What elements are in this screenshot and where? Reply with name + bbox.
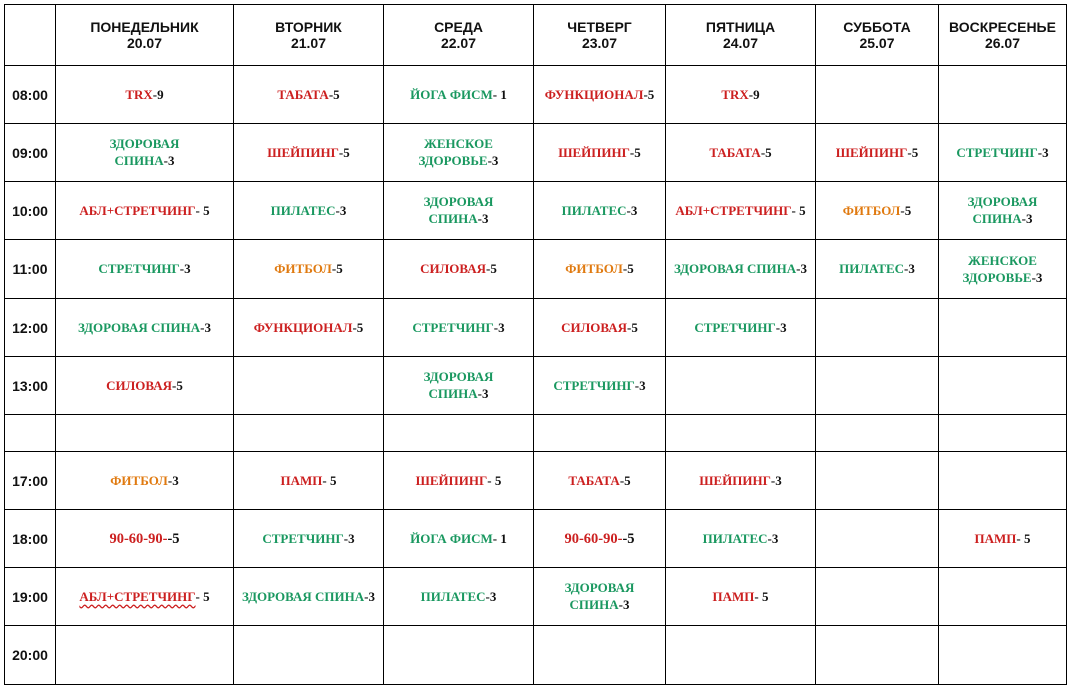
schedule-cell — [534, 415, 666, 452]
class-entry — [703, 530, 779, 547]
schedule-cell — [666, 357, 816, 415]
class-entry — [836, 144, 919, 161]
schedule-cell — [666, 415, 816, 452]
class-count: -5 — [629, 144, 641, 160]
class-name: ЗДОРОВАЯ СПИНА — [78, 319, 201, 335]
class-name: ФУНКЦИОНАЛ — [544, 86, 644, 102]
schedule-row — [5, 626, 1067, 685]
class-count: -5 — [900, 202, 912, 218]
class-name: СТРЕТЧИНГ — [262, 530, 344, 546]
class-count: -3 — [477, 386, 489, 401]
class-entry — [79, 588, 209, 605]
class-name: АБЛ+СТРЕТЧИНГ — [79, 588, 196, 604]
day-name: ПОНЕДЕЛЬНИК — [90, 19, 199, 35]
class-count: - 5 — [487, 472, 502, 488]
schedule-cell — [816, 452, 939, 510]
class-count: -5 — [338, 144, 350, 160]
schedule-row — [5, 415, 1067, 452]
schedule-cell — [56, 66, 234, 124]
schedule-cell — [534, 626, 666, 685]
class-entry — [713, 588, 769, 605]
schedule-cell — [384, 357, 534, 415]
class-count: -3 — [335, 202, 347, 218]
schedule-cell — [939, 299, 1067, 357]
class-count: -5 — [760, 144, 772, 160]
schedule-cell — [534, 510, 666, 568]
class-count: -5 — [172, 377, 183, 393]
class-count: -3 — [767, 530, 779, 546]
class-name: ЗДОРОВАЯ СПИНА — [423, 194, 494, 226]
class-entry — [568, 472, 630, 489]
schedule-cell — [234, 357, 384, 415]
class-entry — [843, 202, 911, 219]
class-entry — [694, 319, 786, 336]
class-count: -5 — [622, 261, 634, 276]
day-date: 20.07 — [126, 35, 163, 51]
class-count: -5 — [328, 86, 340, 102]
schedule-cell — [939, 568, 1067, 626]
schedule-cell — [56, 626, 234, 685]
day-header — [534, 5, 666, 66]
class-name: ЗДОРОВАЯ СПИНА — [674, 261, 797, 276]
class-count: -5 — [627, 319, 638, 335]
class-name: СТРЕТЧИНГ — [98, 261, 180, 276]
class-count: -5 — [352, 319, 364, 335]
schedule-cell — [56, 357, 234, 415]
schedule-cell — [816, 240, 939, 299]
corner-cell — [5, 5, 56, 66]
class-name: ЗДОРОВАЯ СПИНА — [967, 194, 1038, 226]
class-entry — [271, 202, 347, 219]
class-entry — [674, 260, 807, 277]
class-name: ПИЛАТЕС — [561, 202, 627, 218]
class-count: -5 — [643, 86, 655, 102]
schedule-cell — [56, 240, 234, 299]
class-name: 90-60-90- — [109, 530, 168, 547]
class-name: ТАБАТА — [568, 472, 620, 488]
class-name: 90-60-90- — [564, 530, 623, 547]
class-count: -3 — [626, 202, 638, 218]
class-entry — [106, 377, 183, 394]
day-name: ВОСКРЕСЕНЬЕ — [949, 19, 1056, 35]
schedule-cell — [666, 626, 816, 685]
class-entry — [699, 472, 782, 489]
class-entry — [79, 202, 209, 219]
class-name: АБЛ+СТРЕТЧИНГ — [79, 202, 196, 218]
schedule-cell — [384, 510, 534, 568]
class-name: СТРЕТЧИНГ — [956, 144, 1038, 160]
schedule-row — [5, 240, 1067, 299]
class-entry — [424, 193, 494, 227]
schedule-cell — [534, 568, 666, 626]
class-entry — [277, 86, 339, 103]
class-name: ЖЕНСКОЕ ЗДОРОВЬЕ — [418, 136, 493, 168]
day-name: ПЯТНИЦА — [705, 19, 776, 35]
class-entry — [281, 472, 337, 489]
class-entry — [410, 86, 507, 103]
schedule-cell — [666, 452, 816, 510]
class-name: ЗДОРОВАЯ СПИНА — [423, 369, 494, 401]
day-header — [816, 5, 939, 66]
day-header — [56, 5, 234, 66]
class-entry — [125, 86, 163, 103]
schedule-cell — [56, 182, 234, 240]
schedule-cell — [384, 452, 534, 510]
class-count: -9 — [152, 86, 164, 102]
class-count: -3 — [485, 588, 497, 604]
class-count: - 5 — [754, 588, 769, 604]
day-name: ЧЕТВЕРГ — [567, 19, 632, 35]
class-count: -3 — [167, 472, 179, 488]
schedule-cell — [56, 510, 234, 568]
schedule-cell — [816, 299, 939, 357]
schedule-cell — [816, 510, 939, 568]
class-entry — [839, 260, 915, 277]
schedule-cell — [384, 568, 534, 626]
schedule-cell — [234, 510, 384, 568]
day-header — [384, 5, 534, 66]
class-name: ФУНКЦИОНАЛ — [253, 319, 353, 335]
schedule-cell — [384, 124, 534, 182]
class-entry — [424, 368, 494, 402]
day-name: СУББОТА — [843, 19, 911, 35]
day-date: 25.07 — [859, 35, 895, 51]
schedule-cell — [234, 240, 384, 299]
class-entry — [975, 530, 1031, 547]
class-count: -5 — [167, 530, 180, 547]
schedule-body — [5, 66, 1067, 685]
class-count: - 5 — [791, 202, 806, 218]
class-count: -3 — [1037, 144, 1049, 160]
schedule-cell — [534, 299, 666, 357]
class-count: -3 — [179, 261, 191, 276]
class-name: ФИТБОЛ — [274, 261, 332, 276]
day-header — [666, 5, 816, 66]
class-name: ЗДОРОВАЯ СПИНА — [242, 588, 365, 604]
time-cell: 18:00 — [5, 510, 56, 568]
class-count: -5 — [622, 530, 635, 547]
schedule-cell — [816, 124, 939, 182]
class-count: -3 — [775, 319, 787, 335]
class-name: СИЛОВАЯ — [420, 261, 487, 276]
class-name: ЙОГА ФИСМ — [410, 86, 493, 102]
day-header — [939, 5, 1067, 66]
class-entry — [562, 202, 638, 219]
schedule-cell — [384, 415, 534, 452]
class-entry — [558, 144, 641, 161]
schedule-cell — [816, 182, 939, 240]
class-count: -3 — [1031, 269, 1043, 285]
class-name: ФИТБОЛ — [565, 261, 623, 276]
class-name: СИЛОВАЯ — [561, 319, 628, 335]
schedule-cell — [816, 66, 939, 124]
day-date: 24.07 — [722, 35, 759, 51]
schedule-cell — [939, 66, 1067, 124]
day-date: 26.07 — [984, 35, 1021, 51]
schedule-cell — [234, 626, 384, 685]
class-entry — [963, 252, 1043, 286]
day-name: ВТОРНИК — [275, 19, 342, 35]
class-name: ШЕЙПИНГ — [699, 472, 771, 488]
class-name: ПИЛАТЕС — [420, 588, 486, 604]
class-entry — [968, 193, 1038, 227]
schedule-cell — [234, 452, 384, 510]
class-count: - 5 — [322, 472, 337, 488]
schedule-row — [5, 299, 1067, 357]
schedule-cell — [666, 66, 816, 124]
schedule-cell — [939, 452, 1067, 510]
class-name: ТАБАТА — [277, 86, 329, 102]
schedule-cell — [56, 299, 234, 357]
class-entry — [262, 530, 354, 547]
class-count: -3 — [477, 211, 489, 226]
schedule-cell — [939, 510, 1067, 568]
class-count: -3 — [1021, 211, 1033, 226]
schedule-cell — [534, 357, 666, 415]
schedule-cell — [666, 299, 816, 357]
schedule-cell — [666, 510, 816, 568]
day-name: СРЕДА — [434, 19, 483, 35]
class-entry — [561, 319, 638, 336]
class-name: АБЛ+СТРЕТЧИНГ — [675, 202, 792, 218]
schedule-cell — [56, 568, 234, 626]
schedule-cell — [234, 415, 384, 452]
class-entry — [98, 260, 190, 277]
time-cell: 08:00 — [5, 66, 56, 124]
schedule-cell — [384, 626, 534, 685]
class-entry — [78, 319, 211, 336]
class-name: ФИТБОЛ — [110, 472, 168, 488]
class-name: ЖЕНСКОЕ ЗДОРОВЬЕ — [962, 252, 1037, 285]
schedule-row — [5, 510, 1067, 568]
class-count: -5 — [486, 261, 497, 276]
class-entry — [675, 202, 805, 219]
class-entry — [110, 472, 178, 489]
class-count: -5 — [331, 261, 343, 276]
schedule-row — [5, 182, 1067, 240]
class-entry — [721, 86, 759, 103]
class-count: -9 — [748, 86, 760, 102]
schedule-cell — [234, 124, 384, 182]
class-count: -3 — [487, 153, 499, 168]
class-name: ШЕЙПИНГ — [558, 144, 630, 160]
class-count: -3 — [634, 377, 646, 393]
schedule-cell — [666, 240, 816, 299]
schedule-cell — [534, 66, 666, 124]
schedule-cell — [816, 626, 939, 685]
class-count: -3 — [904, 261, 915, 276]
class-entry — [254, 319, 364, 336]
class-count: -5 — [619, 472, 631, 488]
class-entry — [410, 530, 507, 547]
class-entry — [110, 135, 180, 169]
schedule-cell — [56, 124, 234, 182]
schedule-cell — [534, 240, 666, 299]
class-entry — [545, 86, 655, 103]
time-cell: 11:00 — [5, 240, 56, 299]
class-count: - 1 — [492, 86, 507, 102]
class-name: ШЕЙПИНГ — [415, 472, 488, 488]
class-count: -3 — [343, 530, 355, 546]
class-count: -3 — [163, 153, 175, 168]
time-cell: 12:00 — [5, 299, 56, 357]
class-entry — [274, 260, 342, 277]
class-entry — [267, 144, 350, 161]
day-date: 23.07 — [581, 35, 618, 51]
time-cell: 20:00 — [5, 626, 56, 685]
schedule-row — [5, 124, 1067, 182]
time-cell: 13:00 — [5, 357, 56, 415]
schedule-cell — [384, 299, 534, 357]
day-header — [234, 5, 384, 66]
class-entry — [565, 260, 633, 277]
schedule-row — [5, 452, 1067, 510]
schedule-row — [5, 357, 1067, 415]
schedule-cell — [56, 452, 234, 510]
class-name: ПИЛАТЕС — [702, 530, 768, 546]
class-name: СТРЕТЧИНГ — [553, 377, 635, 393]
schedule-cell — [939, 240, 1067, 299]
class-name: ПАМП — [712, 588, 755, 604]
class-name: ШЕЙПИНГ — [267, 144, 339, 160]
class-count: - 5 — [195, 202, 210, 218]
class-entry — [109, 531, 179, 548]
schedule-cell — [666, 182, 816, 240]
class-count: -3 — [200, 319, 211, 335]
schedule-cell — [384, 182, 534, 240]
class-entry — [956, 144, 1048, 161]
class-name: ШЕЙПИНГ — [835, 144, 908, 160]
class-name: ЗДОРОВАЯ СПИНА — [109, 136, 180, 168]
class-name: ФИТБОЛ — [842, 202, 901, 218]
class-name: TRX — [125, 86, 153, 102]
class-count: - 1 — [492, 530, 507, 546]
schedule-row — [5, 66, 1067, 124]
schedule-table — [4, 4, 1067, 685]
class-count: -3 — [493, 319, 505, 335]
class-name: СТРЕТЧИНГ — [412, 319, 494, 335]
class-entry — [553, 377, 645, 394]
schedule-cell — [534, 182, 666, 240]
day-date: 22.07 — [440, 35, 477, 51]
class-name: ТАБАТА — [709, 144, 761, 160]
time-cell: 09:00 — [5, 124, 56, 182]
time-cell: 17:00 — [5, 452, 56, 510]
time-cell — [5, 415, 56, 452]
schedule-cell — [234, 568, 384, 626]
schedule-cell — [534, 452, 666, 510]
class-count: - 5 — [1016, 530, 1031, 546]
class-entry — [412, 319, 504, 336]
class-entry — [421, 588, 497, 605]
class-name: ПАМП — [280, 472, 323, 488]
schedule-cell — [666, 124, 816, 182]
class-name: ЗДОРОВАЯ СПИНА — [564, 580, 635, 612]
schedule-cell — [939, 415, 1067, 452]
class-entry — [416, 472, 502, 489]
schedule-cell — [384, 240, 534, 299]
schedule-cell — [816, 415, 939, 452]
class-entry — [565, 579, 635, 613]
schedule-cell — [234, 66, 384, 124]
class-count: -3 — [364, 588, 375, 604]
class-entry — [419, 135, 499, 169]
schedule-cell — [234, 299, 384, 357]
class-name: TRX — [721, 86, 749, 102]
class-entry — [242, 588, 375, 605]
schedule-cell — [939, 357, 1067, 415]
schedule-cell — [816, 357, 939, 415]
schedule-cell — [234, 182, 384, 240]
class-entry — [564, 531, 634, 548]
class-entry — [709, 144, 771, 161]
schedule-cell — [56, 415, 234, 452]
class-name: ЙОГА ФИСМ — [410, 530, 493, 546]
class-count: -5 — [907, 144, 919, 160]
schedule-cell — [939, 182, 1067, 240]
schedule-cell — [384, 66, 534, 124]
class-count: - 5 — [195, 588, 210, 604]
time-cell: 19:00 — [5, 568, 56, 626]
schedule-cell — [939, 124, 1067, 182]
class-count: -3 — [770, 472, 782, 488]
time-cell: 10:00 — [5, 182, 56, 240]
day-date: 21.07 — [290, 35, 327, 51]
class-name: ПИЛАТЕС — [839, 261, 905, 276]
class-name: СТРЕТЧИНГ — [694, 319, 776, 335]
schedule-row — [5, 568, 1067, 626]
class-count: -3 — [796, 261, 807, 276]
schedule-cell — [939, 626, 1067, 685]
class-name: СИЛОВАЯ — [106, 377, 173, 393]
schedule-cell — [816, 568, 939, 626]
schedule-cell — [534, 124, 666, 182]
schedule-cell — [666, 568, 816, 626]
class-name: ПАМП — [974, 530, 1017, 546]
class-count: -3 — [618, 597, 630, 612]
class-name: ПИЛАТЕС — [270, 202, 336, 218]
class-entry — [420, 260, 497, 277]
header-row — [5, 5, 1067, 66]
